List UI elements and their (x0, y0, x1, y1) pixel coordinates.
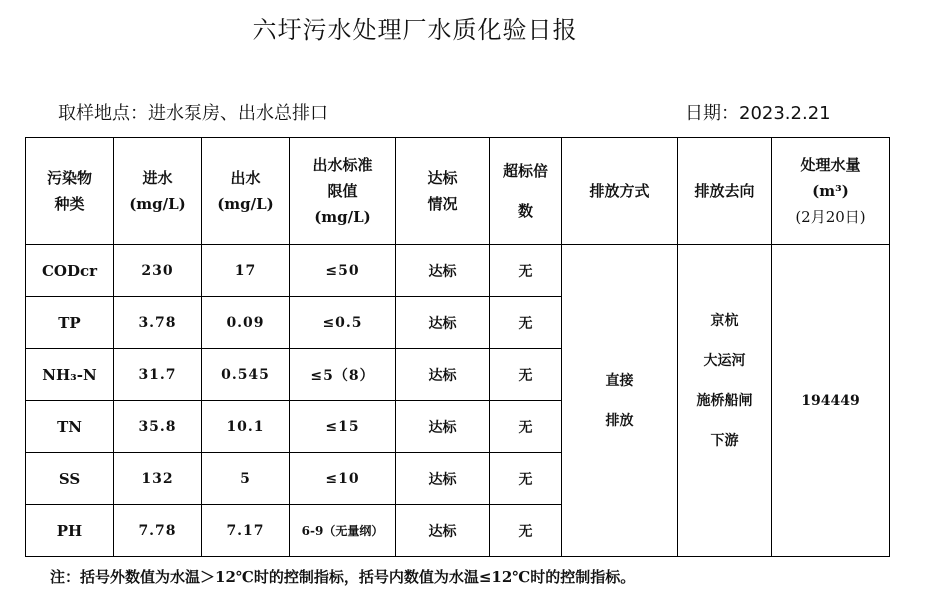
param-cell: SS (26, 453, 114, 505)
param-cell: PH (26, 505, 114, 557)
discharge-dest-cell: 京杭 大运河 施桥船闸 下游 (678, 245, 772, 557)
exceed-cell: 无 (490, 401, 562, 453)
table-row (26, 245, 890, 297)
limit-cell: ≤15 (290, 401, 396, 453)
status-cell: 达标 (396, 349, 490, 401)
limit-cell: ≤10 (290, 453, 396, 505)
status-cell: 达标 (396, 245, 490, 297)
limit-cell: ≤50 (290, 245, 396, 297)
influent-cell: 7.78 (114, 505, 202, 557)
volume-cell: 194449 (772, 245, 890, 557)
report-date: 日期：2023.2.21 (685, 103, 831, 124)
header-pollutant: 污染物 种类 (26, 138, 114, 245)
footnote: 注：括号外数值为水温＞12℃时的控制指标，括号内数值为水温≤12℃时的控制指标。 (50, 568, 636, 586)
limit-cell: 6-9（无量纲） (290, 505, 396, 557)
param-cell: NH₃-N (26, 349, 114, 401)
report-title: 六圩污水处理厂水质化验日报 (252, 16, 578, 44)
effluent-cell: 0.545 (202, 349, 290, 401)
header-discharge-dest: 排放去向 (678, 138, 772, 245)
header-row (26, 138, 890, 245)
effluent-cell: 17 (202, 245, 290, 297)
header-influent: 进水 (mg/L) (114, 138, 202, 245)
exceed-cell: 无 (490, 245, 562, 297)
header-exceed: 超标倍 数 (490, 138, 562, 245)
status-cell: 达标 (396, 453, 490, 505)
header-effluent: 出水 (mg/L) (202, 138, 290, 245)
header-discharge-method: 排放方式 (562, 138, 678, 245)
status-cell: 达标 (396, 505, 490, 557)
effluent-cell: 7.17 (202, 505, 290, 557)
influent-cell: 132 (114, 453, 202, 505)
effluent-cell: 5 (202, 453, 290, 505)
influent-cell: 3.78 (114, 297, 202, 349)
exceed-cell: 无 (490, 505, 562, 557)
influent-cell: 31.7 (114, 349, 202, 401)
water-quality-table (25, 137, 890, 557)
status-cell: 达标 (396, 297, 490, 349)
exceed-cell: 无 (490, 297, 562, 349)
param-cell: TP (26, 297, 114, 349)
param-cell: CODcr (26, 245, 114, 297)
discharge-method-cell: 直接 排放 (562, 245, 678, 557)
param-cell: TN (26, 401, 114, 453)
header-limit: 出水标准 限值 (mg/L) (290, 138, 396, 245)
exceed-cell: 无 (490, 349, 562, 401)
status-cell: 达标 (396, 401, 490, 453)
effluent-cell: 10.1 (202, 401, 290, 453)
exceed-cell: 无 (490, 453, 562, 505)
limit-cell: ≤5（8） (290, 349, 396, 401)
influent-cell: 35.8 (114, 401, 202, 453)
influent-cell: 230 (114, 245, 202, 297)
header-volume: 处理水量 (m³) (2月20日) (772, 138, 890, 245)
effluent-cell: 0.09 (202, 297, 290, 349)
limit-cell: ≤0.5 (290, 297, 396, 349)
header-compliance: 达标 情况 (396, 138, 490, 245)
sampling-location: 取样地点：进水泵房、出水总排口 (58, 103, 328, 124)
